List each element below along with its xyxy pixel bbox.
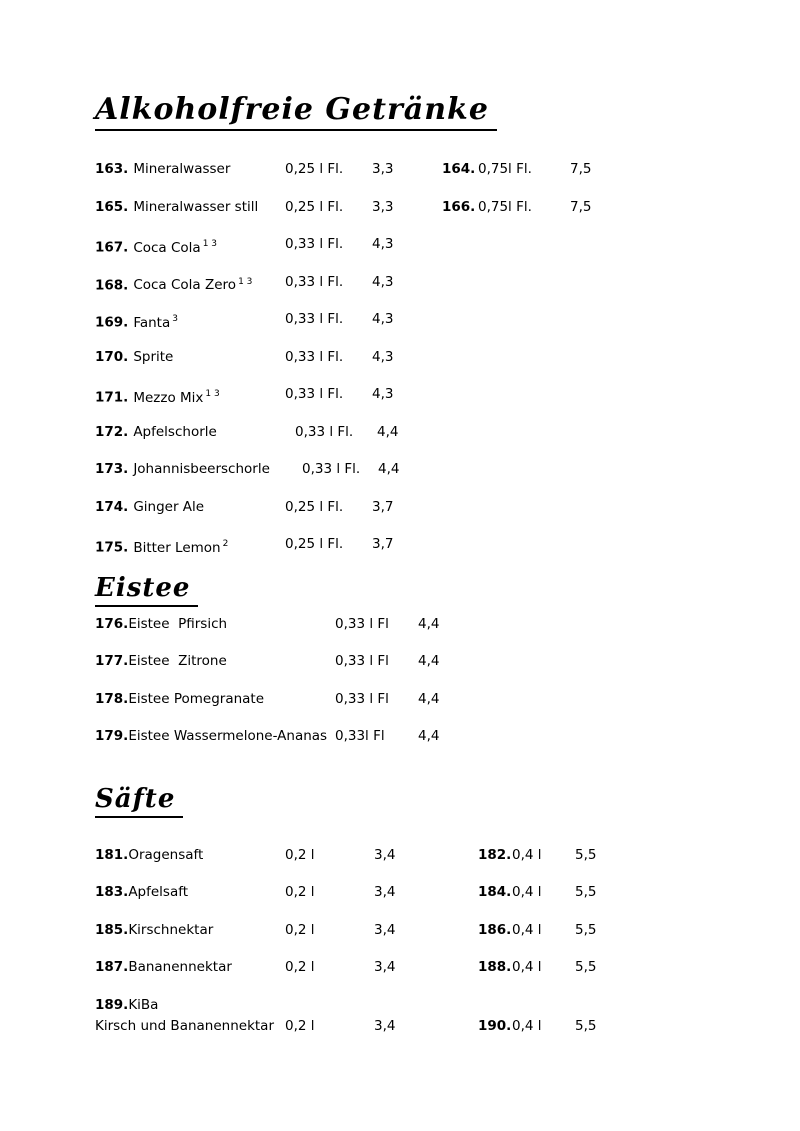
item-name: Fanta [133, 314, 171, 331]
menu-row [95, 996, 800, 1054]
item-number: 183. [95, 884, 129, 900]
section-saefte [95, 784, 800, 1054]
item-number: 179. [95, 728, 129, 744]
item-number: 172. [95, 423, 129, 440]
item-size: 0,2 l [285, 1017, 315, 1034]
menu-row [95, 652, 800, 690]
section-title: Säfte [95, 784, 183, 818]
item-size: 0,25 l Fl. [285, 536, 344, 552]
item-number: 169. [95, 314, 129, 331]
item-label [95, 235, 217, 257]
item-price-2: 7,5 [570, 198, 592, 215]
item-name: Mezzo Mix [133, 389, 204, 406]
item-price: 3,7 [372, 536, 394, 552]
menu-row [95, 535, 800, 573]
item-number: 189. [95, 996, 129, 1013]
menu-row [95, 883, 800, 921]
item-price: 4,3 [372, 386, 394, 402]
item-price: 4,3 [372, 236, 394, 252]
item-name: Sprite [133, 348, 174, 365]
item-number-2: 184. [478, 884, 512, 900]
item-footnote: 3 [172, 314, 178, 324]
item-size: 0,33 l Fl [335, 690, 389, 707]
menu-row [95, 690, 800, 728]
item-price-2: 5,5 [575, 1017, 597, 1034]
item-number-2: 164. [442, 161, 476, 177]
item-name: Eistee Zitrone [128, 653, 227, 669]
item-price: 3,7 [372, 498, 394, 515]
item-price: 4,3 [372, 311, 394, 327]
menu-row [95, 310, 800, 348]
item-number: 176. [95, 615, 129, 632]
item-name: Ginger Ale [133, 498, 205, 515]
item-name: Eistee Pomegranate [128, 690, 265, 707]
item-name: Coca Cola Zero [133, 277, 237, 293]
item-label [95, 958, 232, 976]
item-size-2: 0,4 l [512, 959, 542, 975]
item-size: 0,33 l Fl. [295, 423, 354, 440]
section-title: Alkoholfreie Getränke [95, 92, 497, 131]
item-label [95, 273, 252, 295]
item-number: 163. [95, 161, 129, 177]
item-label [95, 160, 230, 178]
section-eistee [95, 573, 800, 765]
menu-row [95, 615, 800, 653]
item-number: 167. [95, 239, 129, 256]
item-name: Johannisbeerschorle [133, 461, 270, 477]
item-label [95, 921, 213, 939]
item-number: 181. [95, 846, 129, 863]
item-size-2: 0,4 l [512, 1017, 542, 1034]
item-name: Eistee Pfirsich [128, 615, 228, 632]
menu-row [95, 921, 800, 959]
item-number: 178. [95, 690, 129, 707]
item-label [95, 385, 220, 407]
item-label [95, 423, 217, 441]
item-footnote: 2 [222, 539, 229, 549]
menu-row [95, 160, 800, 198]
menu-row [95, 198, 800, 236]
item-price: 3,3 [372, 198, 394, 215]
item-price: 4,4 [418, 615, 440, 632]
menu-row [95, 460, 800, 498]
item-size: 0,25 l Fl. [285, 161, 344, 177]
menu-rows [95, 615, 800, 765]
item-price: 3,4 [374, 959, 396, 975]
item-number: 171. [95, 389, 129, 406]
item-label [95, 652, 227, 670]
item-number: 165. [95, 198, 129, 215]
item-size: 0,33 l Fl. [302, 461, 361, 477]
item-name: Mineralwasser still [133, 198, 259, 215]
item-name-line2: Kirsch und Bananennektar [95, 1017, 275, 1034]
item-number: 185. [95, 921, 129, 938]
item-size: 0,33 l Fl [335, 653, 389, 669]
item-name: Apfelsaft [128, 884, 189, 900]
item-size-2: 0,4 l [512, 884, 542, 900]
item-name: Bitter Lemon [133, 539, 221, 556]
item-label [95, 198, 258, 216]
section-alkoholfreie-getraenke [95, 92, 800, 573]
menu-rows [95, 846, 800, 1054]
item-price: 4,4 [377, 423, 399, 440]
menu-row [95, 273, 800, 311]
item-size-2: 0,4 l [512, 921, 542, 938]
item-label [95, 883, 188, 901]
item-price-2: 5,5 [575, 959, 597, 975]
item-price: 3,4 [374, 846, 396, 863]
item-number: 177. [95, 653, 129, 669]
item-price: 4,4 [418, 690, 440, 707]
menu-row [95, 846, 800, 884]
menu-row [95, 423, 800, 461]
item-label [95, 535, 228, 557]
menu-row [95, 385, 800, 423]
item-label [95, 310, 178, 332]
item-name: KiBa [128, 996, 159, 1013]
item-size: 0,33 l Fl [335, 615, 389, 632]
item-label [95, 348, 173, 366]
item-price: 3,4 [374, 884, 396, 900]
item-size: 0,33l Fl [335, 728, 385, 744]
section-title: Eistee [95, 573, 198, 607]
item-size: 0,33 l Fl. [285, 386, 344, 402]
item-size: 0,33 l Fl. [285, 236, 344, 252]
item-label [95, 846, 203, 864]
item-number: 175. [95, 539, 129, 556]
item-price: 3,4 [374, 1017, 396, 1034]
item-price: 4,3 [372, 273, 394, 290]
item-number: 168. [95, 277, 129, 293]
menu-row [95, 348, 800, 386]
item-price: 4,4 [418, 653, 440, 669]
item-number-2: 186. [478, 921, 512, 938]
item-price: 3,4 [374, 921, 396, 938]
item-number-2: 190. [478, 1017, 512, 1034]
menu-rows [95, 160, 800, 573]
item-label [95, 690, 264, 708]
item-price: 3,3 [372, 161, 394, 177]
item-size: 0,33 l Fl. [285, 348, 344, 365]
item-label [95, 615, 227, 633]
item-number: 170. [95, 348, 129, 365]
item-size: 0,2 l [285, 846, 315, 863]
item-name: Eistee Wassermelone-Ananas [128, 728, 328, 744]
item-price-2: 5,5 [575, 846, 597, 863]
item-label [95, 727, 327, 745]
item-footnote: 1 3 [205, 389, 220, 399]
menu-row [95, 958, 800, 996]
item-number-2: 182. [478, 846, 512, 863]
item-number-2: 188. [478, 959, 512, 975]
item-price-2: 5,5 [575, 884, 597, 900]
item-price: 4,4 [378, 461, 400, 477]
item-name: Oragensaft [128, 846, 204, 863]
item-size: 0,2 l [285, 921, 315, 938]
item-footnote: 1 3 [202, 239, 218, 249]
item-name: Coca Cola [133, 239, 201, 256]
item-size: 0,33 l Fl. [285, 311, 344, 327]
item-size-2: 0,75l Fl. [478, 198, 532, 215]
item-size: 0,33 l Fl. [285, 273, 344, 290]
item-label [95, 498, 204, 516]
item-size-2: 0,75l Fl. [478, 161, 532, 177]
item-number: 174. [95, 498, 129, 515]
item-footnote: 1 3 [238, 276, 253, 287]
item-name: Kirschnektar [128, 921, 214, 938]
item-number: 187. [95, 959, 129, 975]
item-size: 0,25 l Fl. [285, 198, 344, 215]
item-number-2: 166. [442, 198, 476, 215]
item-name: Mineralwasser [133, 161, 231, 177]
item-name: Bananennektar [128, 959, 232, 975]
item-size: 0,2 l [285, 959, 315, 975]
item-price-2: 5,5 [575, 921, 597, 938]
item-label [95, 460, 270, 478]
item-number: 173. [95, 461, 129, 477]
menu-row [95, 498, 800, 536]
item-price: 4,4 [418, 728, 440, 744]
menu-row [95, 235, 800, 273]
item-label [95, 996, 158, 1014]
menu-row [95, 727, 800, 765]
item-size: 0,2 l [285, 884, 315, 900]
item-size-2: 0,4 l [512, 846, 542, 863]
item-size: 0,25 l Fl. [285, 498, 344, 515]
item-name: Apfelschorle [133, 423, 217, 440]
item-price-2: 7,5 [570, 161, 592, 177]
item-price: 4,3 [372, 348, 394, 365]
